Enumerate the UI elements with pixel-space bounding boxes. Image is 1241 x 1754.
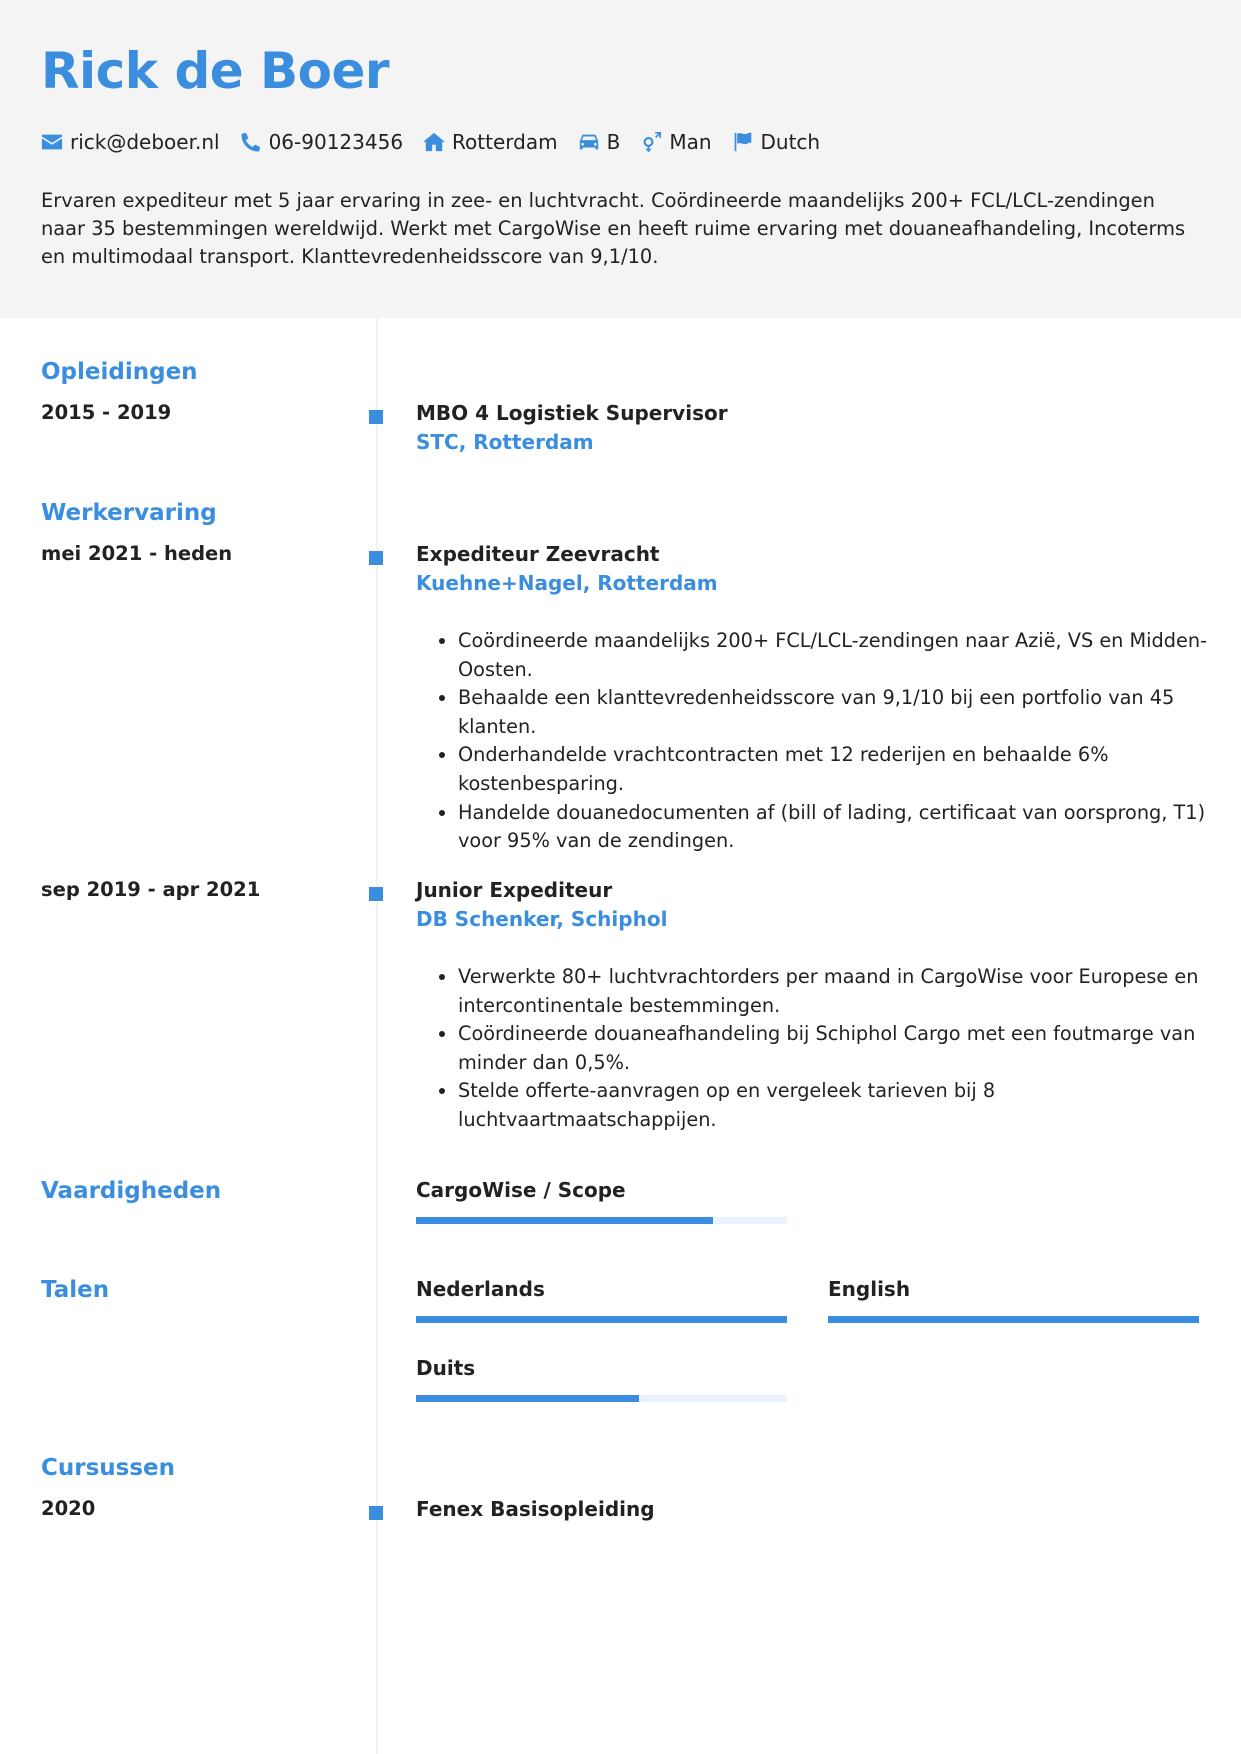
candidate-name: Rick de Boer <box>41 42 390 100</box>
experience-company: DB Schenker, Schiphol <box>416 907 668 931</box>
bullet-item: • Handelde douanedocumenten af (bill of lading, certificaat van oorsprong, T1) voor 95% van de zendingen. <box>458 799 1238 856</box>
contact-email-text: rick@deboer.nl <box>70 130 220 154</box>
language-bar <box>416 1316 787 1323</box>
section-title-skills: Vaardigheden <box>41 1178 222 1204</box>
bullet-item: • Behaalde een klanttevredenheidsscore van 9,1/10 bij een portfolio van 45 klanten. <box>458 684 1238 741</box>
car-icon <box>578 132 600 152</box>
contact-email[interactable] <box>41 130 220 154</box>
language-label: English <box>828 1277 911 1301</box>
skill-bar-fill <box>416 1217 713 1224</box>
contact-license-text: B <box>606 130 621 154</box>
section-title-languages: Talen <box>41 1277 110 1303</box>
contact-bar <box>41 126 840 158</box>
education-school: STC, Rotterdam <box>416 430 594 454</box>
contact-nationality <box>732 130 821 154</box>
contact-license <box>578 130 621 154</box>
skill-label: CargoWise / Scope <box>416 1178 626 1202</box>
contact-gender <box>640 130 711 154</box>
contact-city <box>423 130 558 154</box>
education-date: 2015 - 2019 <box>41 401 172 424</box>
phone-icon <box>240 132 262 152</box>
language-bar-fill <box>828 1316 1199 1323</box>
course-title: Fenex Basisopleiding <box>416 1497 655 1521</box>
gender-icon <box>640 132 662 152</box>
timeline-marker <box>369 1506 383 1520</box>
language-bar <box>828 1316 1199 1323</box>
profile-summary: Ervaren expediteur met 5 jaar ervaring in zee- en luchtvracht. Coördineerde maandelijks 200+ FCL/LCL-zendingen naar 35 bestemmingen wereldwijd. Werkt met CargoWise en heeft ruime ervaring met douaneafhandeling, Incoterms en multimodaal transport. Klanttevredenheidsscore van 9,1/10. <box>41 189 1186 268</box>
experience-bullets <box>416 963 1238 1135</box>
envelope-icon <box>41 132 63 152</box>
language-bar-fill <box>416 1395 639 1402</box>
experience-date: sep 2019 - apr 2021 <box>41 878 261 901</box>
language-bar-fill <box>416 1316 787 1323</box>
bullet-item: • Verwerkte 80+ luchtvrachtorders per maand in CargoWise voor Europese en intercontinentale bestemmingen. <box>458 963 1238 1020</box>
timeline-marker <box>369 887 383 901</box>
experience-bullets <box>416 627 1238 856</box>
course-date: 2020 <box>41 1497 96 1520</box>
contact-phone[interactable] <box>240 130 403 154</box>
bullet-item: • Stelde offerte-aanvragen op en vergeleek tarieven bij 8 luchtvaartmaatschappijen. <box>458 1077 1238 1134</box>
experience-title: Junior Expediteur <box>416 878 613 902</box>
skill-bar <box>416 1217 787 1224</box>
language-label: Nederlands <box>416 1277 545 1301</box>
bullet-item: • Coördineerde douaneafhandeling bij Schiphol Cargo met een foutmarge van minder dan 0,5%. <box>458 1020 1238 1077</box>
education-title: MBO 4 Logistiek Supervisor <box>416 401 728 425</box>
language-label: Duits <box>416 1356 476 1380</box>
home-icon <box>423 132 445 152</box>
experience-company: Kuehne+Nagel, Rotterdam <box>416 571 718 595</box>
timeline-marker <box>369 410 383 424</box>
section-title-education: Opleidingen <box>41 359 198 385</box>
contact-city-text: Rotterdam <box>452 130 558 154</box>
experience-title: Expediteur Zeevracht <box>416 542 660 566</box>
flag-icon <box>732 132 754 152</box>
language-bar <box>416 1395 787 1402</box>
contact-nationality-text: Dutch <box>760 130 821 154</box>
timeline-marker <box>369 551 383 565</box>
experience-date: mei 2021 - heden <box>41 542 233 565</box>
bullet-item: • Coördineerde maandelijks 200+ FCL/LCL-zendingen naar Azië, VS en Midden-Oosten. <box>458 627 1238 684</box>
bullet-item: • Onderhandelde vrachtcontracten met 12 rederijen en behaalde 6% kostenbesparing. <box>458 741 1238 798</box>
section-title-courses: Cursussen <box>41 1455 176 1481</box>
header <box>0 0 1241 318</box>
section-title-experience: Werkervaring <box>41 500 217 526</box>
timeline-divider <box>376 318 378 1754</box>
contact-gender-text: Man <box>669 130 712 154</box>
contact-phone-text: 06-90123456 <box>268 130 404 154</box>
